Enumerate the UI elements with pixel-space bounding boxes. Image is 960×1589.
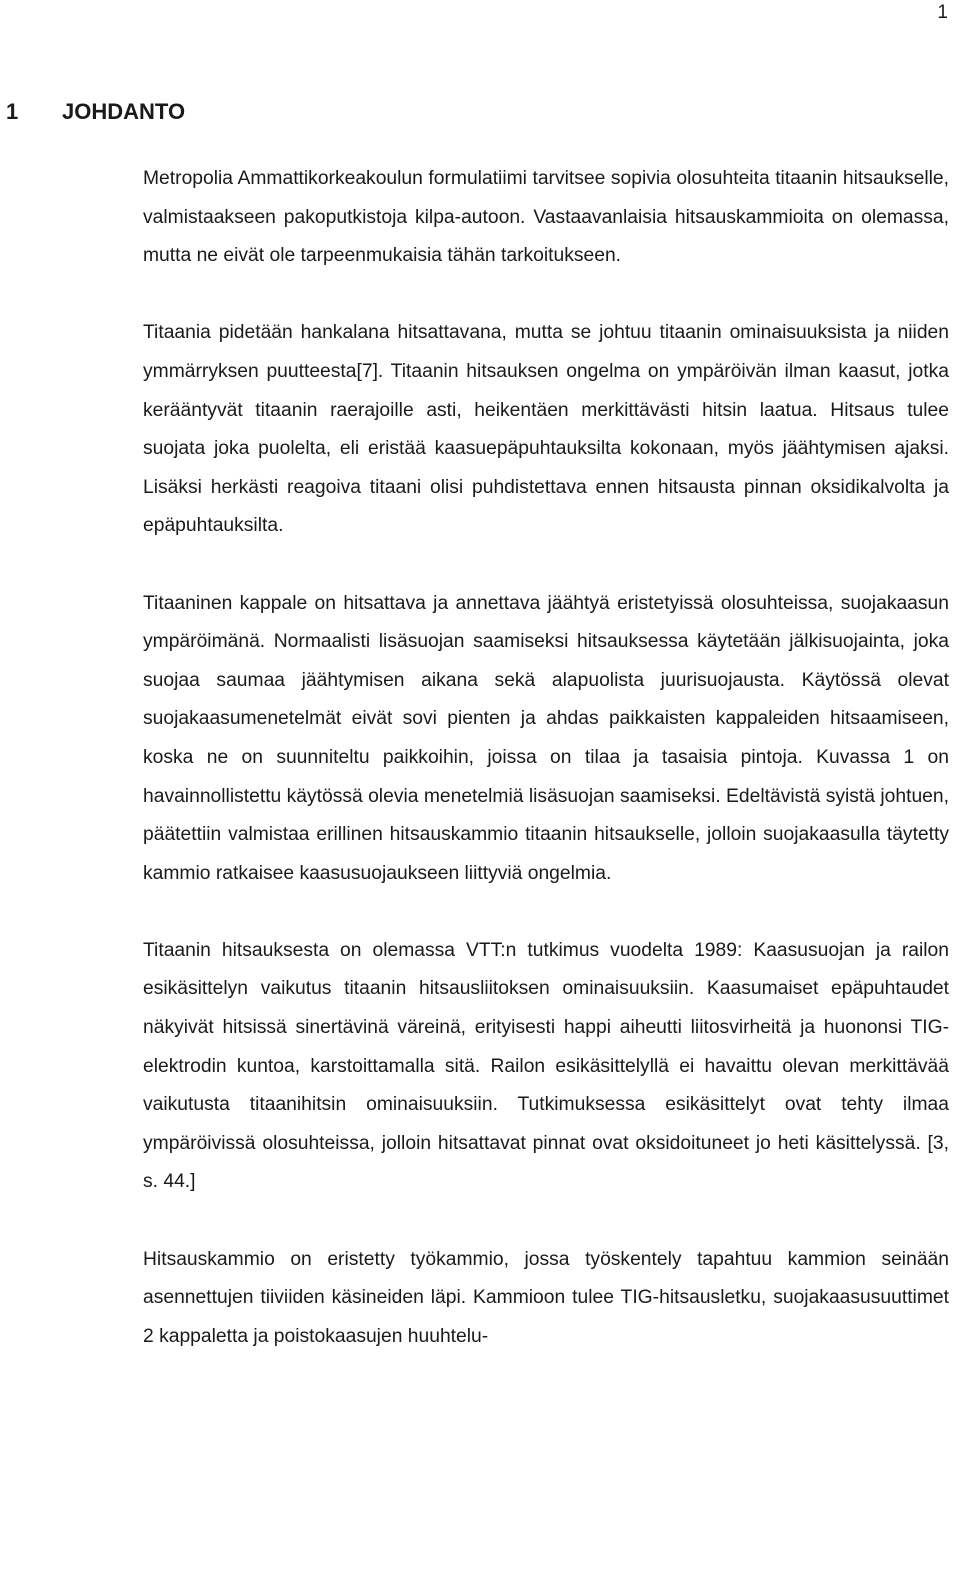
paragraph-intro: Metropolia Ammattikorkeakoulun formulatiimi tarvitsee sopivia olosuhteita titaanin hitsaukselle, valmistaakseen pakoputkistoja kilpa-autoon. Vastaavanlaisia hitsauskammioita on olemassa, mutta ne eivät ole tarpeenmukaisia tähän tarkoitukseen. xyxy=(143,168,949,267)
paragraph-shielding-methods: Titaaninen kappale on hitsattava ja annettava jäähtyä eristetyissä olosuhteissa, suojakaasun ympäröimänä. Normaalisti lisäsuojan saamiseksi hitsauksessa käytetään jälkisuojainta, joka suojaa saumaa jäähtymisen aikana sekä alapuolista juurisuojausta. Käytössä olevat suojakaasumenetelmät eivät sovi pienten ja ahdas paikkaisten kappaleiden hitsaamiseen, koska ne on suunniteltu paikkoihin, joissa on tilaa ja tasaisia pintoja. Kuvassa 1 on havainnollistettu käytössä olevia menetelmiä lisäsuojan saamiseksi. Edeltävistä syistä johtuen, päätettiin valmistaa erillinen hitsauskammio titaanin hitsaukselle, jolloin suojakaasulla täytetty kammio ratkaisee kaasusuojaukseen liittyviä ongelmia. xyxy=(143,592,949,884)
section-title: JOHDANTO xyxy=(62,99,186,124)
paragraph-vtt-study: Titaanin hitsauksesta on olemassa VTT:n tutkimus vuodelta 1989: Kaasusuojan ja railon esikäsittelyn vaikutus titaanin hitsausliitoksen ominaisuuksiin. Kaasumaiset epäpuhtaudet näkyivät hitsissä sinertävinä väreinä, erityisesti happi aiheutti liitosvirheitä ja huononsi TIG-elektrodin kuntoa, karstoittamalla sitä. Railon esikäsittelyllä ei havaittu olevan merkittävää vaikutusta titaanihitsin ominaisuuksiin. Tutkimuksessa esikäsittelyt ovat tehty ilmaa ympäröivissä olosuhteissa, jolloin hitsattavat pinnat ovat oksidoituneet jo heti käsittelyssä. [3, s. 44.] xyxy=(143,939,949,1193)
body-text xyxy=(143,160,949,1356)
paragraph-titanium-problems: Titaania pidetään hankalana hitsattavana, mutta se johtuu titaanin ominaisuuksista ja niiden ymmärryksen puutteesta[7]. Titaanin hitsauksen ongelma on ympäröivän ilman kaasut, jotka kerääntyvät titaanin raerajoille asti, heikentäen merkittävästi hitsin laatua. Hitsaus tulee suojata joka puolelta, eli eristää kaasuepäpuhtauksilta kokonaan, myös jäähtymisen ajaksi. Lisäksi herkästi reagoiva titaani olisi puhdistettava ennen hitsausta pinnan oksidikalvolta ja epäpuhtauksilta. xyxy=(143,322,949,537)
page-number: 1 xyxy=(937,2,948,23)
paragraph-welding-chamber: Hitsauskammio on eristetty työkammio, jossa työskentely tapahtuu kammion seinään asennettujen tiiviiden käsineiden läpi. Kammioon tulee TIG-hitsausletku, suojakaasusuuttimet 2 kappaletta ja poistokaasujen huuhtelu- xyxy=(143,1248,949,1347)
section-number: 1 xyxy=(6,99,19,124)
section-heading xyxy=(6,99,185,125)
